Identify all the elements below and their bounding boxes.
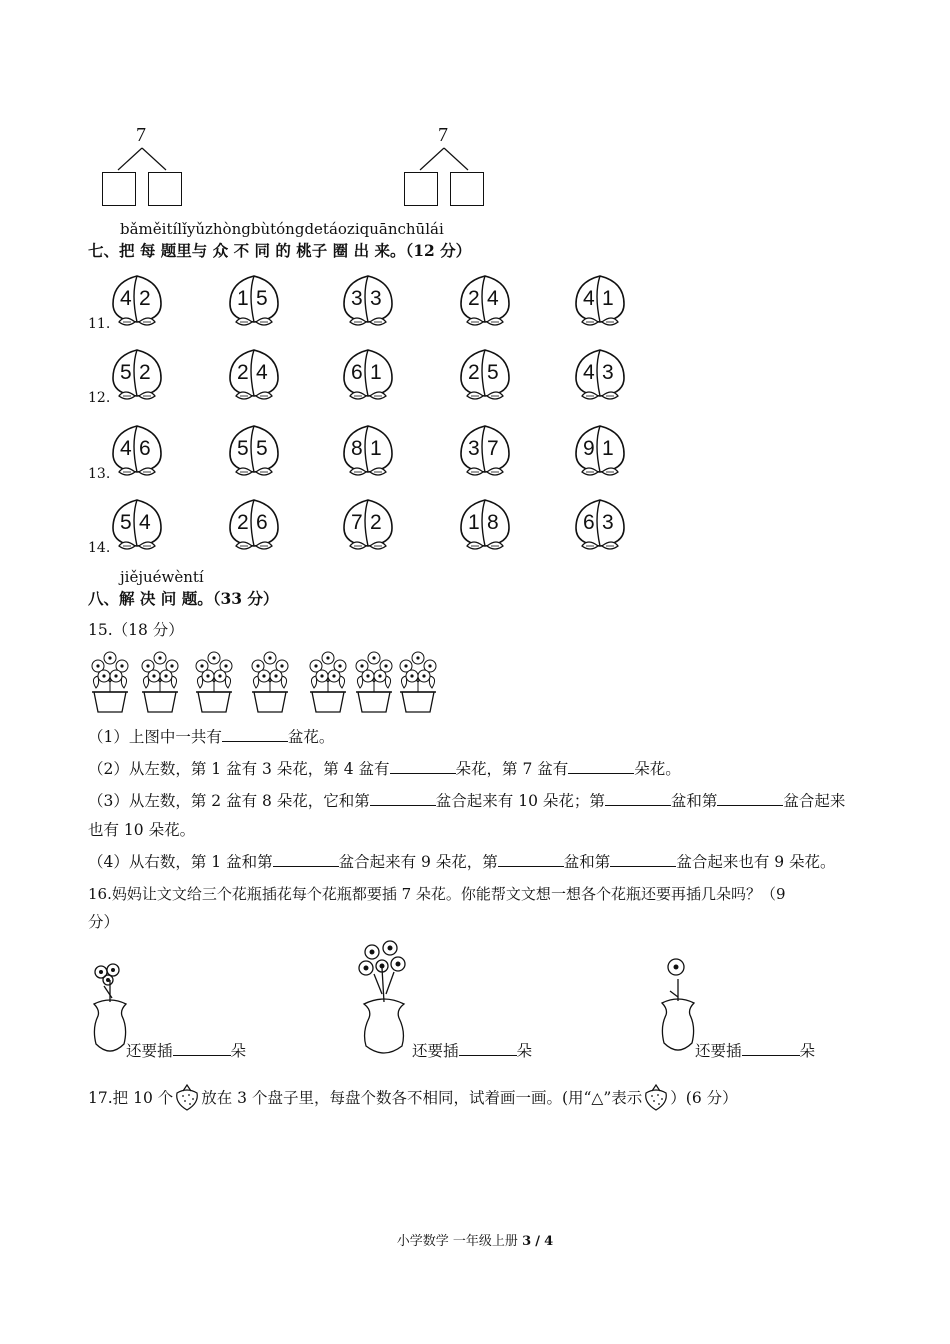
vase-2-answer [412, 1040, 532, 1061]
peach[interactable] [455, 422, 515, 482]
peach-left-number: 4 [583, 287, 595, 310]
strawberry-icon [173, 1083, 201, 1111]
q17-text-c: ）(6 分） [670, 1089, 738, 1107]
peach-right-number: 4 [256, 361, 268, 384]
answer-blank[interactable] [742, 1040, 800, 1056]
q15-part3-text-c: 盆和第 [670, 792, 718, 810]
q15-part2 [88, 758, 681, 779]
peach[interactable] [224, 272, 284, 332]
peach-icon [338, 346, 398, 406]
question-label: 12. [88, 390, 111, 406]
q15-head: 15.（18 分） [88, 621, 184, 639]
peach[interactable] [338, 272, 398, 332]
peach-icon [455, 422, 515, 482]
peach-right-number: 1 [370, 361, 382, 384]
section8-title: 八、解 决 问 题。（33 分） [88, 589, 279, 608]
peach-left-number: 5 [120, 361, 132, 384]
peach-right-number: 1 [602, 287, 614, 310]
peach-icon [455, 272, 515, 332]
answer-box-right[interactable] [450, 172, 484, 206]
vase-2-icon [354, 938, 414, 1058]
vase-answer-suffix: 朵 [516, 1042, 533, 1060]
split-tree-top: 7 [438, 124, 448, 146]
peach-left-number: 4 [120, 287, 132, 310]
q15-part3-text-d: 盆合起来 [783, 792, 846, 810]
peach-right-number: 3 [370, 287, 382, 310]
peach[interactable] [107, 496, 167, 556]
peach-left-number: 2 [468, 361, 480, 384]
vase-answer-suffix: 朵 [230, 1042, 247, 1060]
peach-left-number: 1 [237, 287, 249, 310]
q15-part2-text-c: 朵花。 [634, 760, 681, 778]
peach-left-number: 3 [351, 287, 363, 310]
peach-right-number: 2 [370, 511, 382, 534]
q16-line1: 16.妈妈让文文给三个花瓶插花每个花瓶都要插 7 朵花。你能帮文文想一想各个花瓶还要再插几朵吗？（9 [88, 885, 786, 903]
peach-left-number: 7 [351, 511, 363, 534]
peach-icon [107, 346, 167, 406]
peach[interactable] [224, 422, 284, 482]
peach-right-number: 1 [602, 437, 614, 460]
peach-icon [338, 496, 398, 556]
answer-box-left[interactable] [404, 172, 438, 206]
footer-page-current: 3 [522, 1234, 532, 1249]
peach[interactable] [338, 422, 398, 482]
peach-left-number: 1 [468, 511, 480, 534]
page-footer [0, 1230, 950, 1249]
vase-1-answer [126, 1040, 246, 1061]
question-label: 14. [88, 540, 111, 556]
q17-text-b: 放在 3 个盘子里，每盘个数各不相同，试着画一画。(用“△”表示 [201, 1089, 643, 1107]
split-tree-2 [400, 124, 490, 206]
peach-left-number: 9 [583, 437, 595, 460]
q15-part3-cont: 也有 10 朵花。 [88, 821, 196, 839]
footer-label: 小学数学 一年级上册 [396, 1234, 518, 1249]
peach-right-number: 8 [487, 511, 499, 534]
peach-right-number: 1 [370, 437, 382, 460]
peach-icon [224, 422, 284, 482]
answer-blank[interactable] [459, 1040, 517, 1056]
q15-part2-text-b: 朵花，第 7 盆有 [455, 760, 569, 778]
vase-answer-prefix: 还要插 [126, 1042, 173, 1060]
peach-icon [570, 272, 630, 332]
q15-part1 [88, 726, 334, 747]
peach-right-number: 3 [602, 511, 614, 534]
question-label: 11. [88, 316, 111, 332]
peach-right-number: 3 [602, 361, 614, 384]
peach-right-number: 4 [139, 511, 151, 534]
vase-answer-prefix: 还要插 [412, 1042, 459, 1060]
peach-left-number: 2 [468, 287, 480, 310]
peach-icon [338, 422, 398, 482]
peach[interactable] [107, 422, 167, 482]
peach-right-number: 5 [487, 361, 499, 384]
answer-blank[interactable] [498, 851, 564, 867]
split-tree-1 [98, 124, 188, 206]
peach-icon [338, 272, 398, 332]
section8-pinyin: jiějuéwèntí [120, 568, 204, 586]
strawberry-icon [642, 1083, 670, 1111]
peach-icon [570, 422, 630, 482]
footer-page-total: 4 [544, 1234, 554, 1249]
peach-icon [224, 272, 284, 332]
answer-box-left[interactable] [102, 172, 136, 206]
peach-icon [570, 346, 630, 406]
peach[interactable] [107, 346, 167, 406]
peach-left-number: 6 [351, 361, 363, 384]
peach[interactable] [107, 272, 167, 332]
peach-icon [107, 496, 167, 556]
q15-part4-text-d: 盆合起来也有 9 朵花。 [676, 853, 836, 871]
answer-blank[interactable] [568, 758, 634, 774]
peach-icon [224, 346, 284, 406]
q15-part4-text-a: （4）从右数，第 1 盆和第 [88, 853, 273, 871]
peach[interactable] [338, 346, 398, 406]
q17-text-a: 17.把 10 个 [88, 1089, 174, 1107]
q17 [88, 1083, 738, 1111]
answer-blank[interactable] [717, 790, 783, 806]
vase-answer-prefix: 还要插 [695, 1042, 742, 1060]
answer-blank[interactable] [605, 790, 671, 806]
peach[interactable] [224, 496, 284, 556]
peach-icon [107, 422, 167, 482]
peach-right-number: 5 [256, 437, 268, 460]
peach-icon [107, 272, 167, 332]
answer-box-right[interactable] [148, 172, 182, 206]
answer-blank[interactable] [610, 851, 676, 867]
peach-left-number: 5 [120, 511, 132, 534]
peach[interactable] [570, 272, 630, 332]
peach-right-number: 5 [256, 287, 268, 310]
peach[interactable] [455, 272, 515, 332]
section7-pinyin: bǎměitílǐyǔzhòngbùtóngdetáoziquānchūlái [120, 220, 444, 238]
peach[interactable] [338, 496, 398, 556]
split-tree-top: 7 [136, 124, 146, 146]
peach-right-number: 6 [256, 511, 268, 534]
q15-part3-text-b: 盆合起来有 10 朵花；第 [435, 792, 605, 810]
peach-left-number: 8 [351, 437, 363, 460]
peach-icon [570, 496, 630, 556]
q15-part4-text-b: 盆合起来有 9 朵花，第 [338, 853, 498, 871]
q15-part3 [88, 790, 845, 811]
peach-icon [224, 496, 284, 556]
answer-blank[interactable] [173, 1040, 231, 1056]
peach-right-number: 2 [139, 287, 151, 310]
q15-part2-text-a: （2）从左数，第 1 盆有 3 朵花，第 4 盆有 [88, 760, 390, 778]
peach[interactable] [455, 346, 515, 406]
answer-blank[interactable] [273, 851, 339, 867]
peach-left-number: 2 [237, 361, 249, 384]
peach[interactable] [455, 496, 515, 556]
q15-part4-text-c: 盆和第 [563, 853, 611, 871]
flower-pots [86, 648, 446, 716]
peach-left-number: 4 [120, 437, 132, 460]
q15-part4 [88, 851, 836, 872]
peach-left-number: 4 [583, 361, 595, 384]
q15-part3-text-a: （3）从左数，第 2 盆有 8 朵花，它和第 [88, 792, 370, 810]
footer-page-sep: / [535, 1234, 541, 1249]
question-label: 13. [88, 466, 111, 482]
peach[interactable] [224, 346, 284, 406]
peach[interactable] [570, 346, 630, 406]
answer-blank[interactable] [222, 726, 288, 742]
section7-title: 七、把 每 题里与 众 不 同 的 桃子 圈 出 来。（12 分） [88, 241, 472, 260]
peach-right-number: 6 [139, 437, 151, 460]
peach-left-number: 2 [237, 511, 249, 534]
vase-3-answer [695, 1040, 815, 1061]
peach[interactable] [570, 422, 630, 482]
peach-right-number: 7 [487, 437, 499, 460]
peach-icon [455, 496, 515, 556]
peach-right-number: 2 [139, 361, 151, 384]
q15-part1-text-b: 盆花。 [287, 728, 335, 746]
peach[interactable] [570, 496, 630, 556]
q15-part1-text-a: （1）上图中一共有 [88, 728, 222, 746]
peach-left-number: 3 [468, 437, 480, 460]
q16-line2: 分） [88, 913, 120, 931]
answer-blank[interactable] [370, 790, 436, 806]
answer-blank[interactable] [390, 758, 456, 774]
vase-answer-suffix: 朵 [799, 1042, 816, 1060]
peach-right-number: 4 [487, 287, 499, 310]
peach-icon [455, 346, 515, 406]
peach-left-number: 5 [237, 437, 249, 460]
peach-left-number: 6 [583, 511, 595, 534]
